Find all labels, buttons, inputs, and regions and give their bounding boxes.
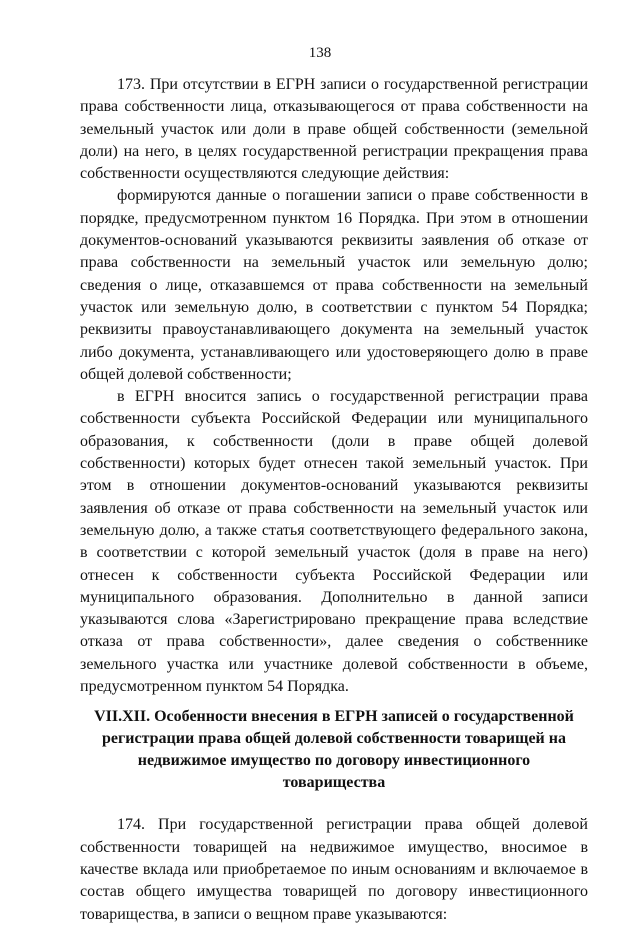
page-number: 138 bbox=[308, 45, 332, 61]
paragraph-174: 174. При государственной регистрации права общей долевой собственности товарищей на недвижимое имущество, вносимое в качестве вклада или приобретаемое по иным основаниям и включаемое в состав общего имущества товарищей по договору инвестиционного товарищества, в записи о вещном праве указываются: bbox=[80, 816, 588, 923]
paragraph-173-item-1: формируются данные о погашении записи о праве собственности в порядке, предусмотренном пунктом 16 Порядка. При этом в отношении документов-оснований указываются реквизиты заявления об отказе от права собственности на земельный участок или земельную долю; сведения о лице, отказавшемся от права собственности на земельный участок или земельную долю, в соответствии с пунктом 54 Порядка; реквизиты правоустанавливающего документа на земельный участок либо документа, устанавливающего или удостоверяющего долю в праве общей долевой собственности; bbox=[80, 187, 588, 383]
paragraph-173: 173. При отсутствии в ЕГРН записи о государственной регистрации права собственности лица, отказывающегося от права собственности на земельный участок или доли в праве общей собственности (земельной доли) на него, в целях государственной регистрации прекращения права собственности осуществляются следующие действия: bbox=[80, 76, 588, 183]
document-body bbox=[80, 74, 588, 926]
section-heading: VII.XII. Особенности внесения в ЕГРН записей о государственной регистрации права общей долевой собственности товарищей на недвижимое имущество по договору инвестиционного товарищества bbox=[94, 708, 574, 792]
paragraph-173-item-2: в ЕГРН вносится запись о государственной регистрации права собственности субъекта Российской Федерации или муниципального образования, к собственности (доли в праве общей долевой собственности) которых будет отнесен такой земельный участок. При этом в отношении документов-оснований указываются реквизиты заявления об отказе от права собственности на земельный участок или земельную долю, а также статья соответствующего федерального закона, в соответствии с которой земельный участок (доля в праве на него) отнесен к собственности субъекта Российской Федерации или муниципального образования. Дополнительно в данной записи указываются слова «Зарегистрировано прекращение права вследствие отказа от права собственности», далее сведения о собственнике земельного участка или участнике долевой собственности в объеме, предусмотренном пунктом 54 Порядка. bbox=[80, 388, 588, 696]
